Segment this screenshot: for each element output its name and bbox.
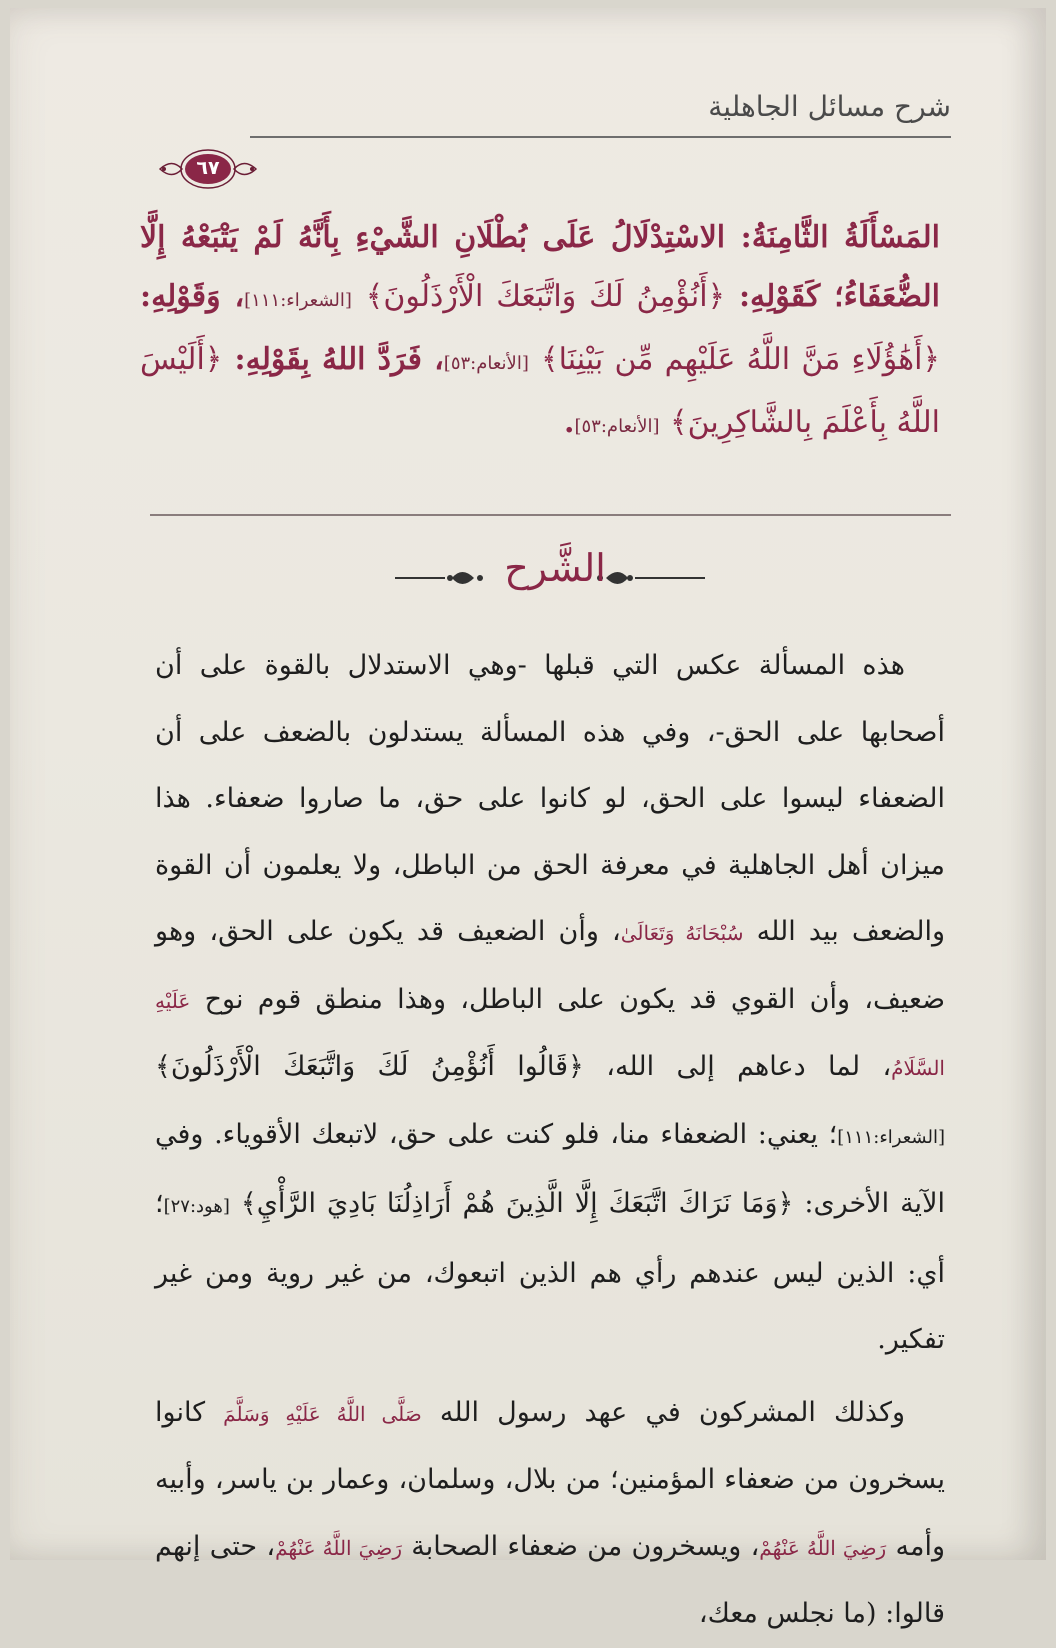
p1-ayah-1: ﴿قَالُوا أَنُؤْمِنُ لَكَ وَاتَّبَعَكَ الْأَرْذَلُونَ﴾ [155, 1051, 584, 1082]
masala-ayah-2: ﴿أَهَٰؤُلَاءِ مَنَّ اللَّهُ عَلَيْهِم مِّن بَيْنِنَا﴾ [541, 342, 940, 377]
p1-text-d: ؛ يعني: الضعفاء منا، فلو كنت على حق، لاتبعك الأقوياء. وفي الآية الأخرى: [155, 1118, 945, 1219]
masala-citation-2: [الأنعام:٥٣] [443, 353, 529, 374]
p2-text-d: ، حتى إنهم قالوا: (ما نجلس معك، [155, 1530, 945, 1629]
p1-text-c: ، لما دعاهم إلى الله، [606, 1051, 892, 1082]
masala-connector-1: ، وَقَوْلِهِ: [140, 279, 245, 314]
commentary-body [155, 633, 945, 1648]
p2-honorific-1: صَلَّى اللَّهُ عَلَيْهِ وَسَلَّمَ [223, 1401, 422, 1426]
p2-honorific-3: رَضِيَ اللَّهُ عَنْهُمْ [275, 1535, 402, 1560]
section-divider [150, 514, 951, 516]
p1-honorific-2: عَلَيْهِ السَّلَامُ [155, 988, 945, 1080]
p1-honorific-1: سُبْحَانَهُ وَتَعَالَىٰ [620, 921, 744, 945]
p2-text-c: ، ويسخرون من ضعفاء الصحابة [411, 1530, 760, 1562]
p2-text-a: وكذلك المشركون في عهد رسول الله [439, 1396, 905, 1428]
header-rule [250, 136, 951, 138]
p1-citation-2: [هود:٢٧] [163, 1196, 230, 1217]
masala-intro: الاسْتِدْلَالُ عَلَى بُطْلَانِ الشَّيْءِ بِأَنَّهُ لَمْ يَتْبَعْهُ إِلَّا الضُّعَفَاءُ؛ كَقَوْلِهِ: [140, 220, 940, 314]
sharh-heading: الشَّرح [504, 546, 606, 590]
p1-ayah-2: ﴿وَمَا نَرَاكَ اتَّبَعَكَ إِلَّا الَّذِينَ هُمْ أَرَاذِلُنَا بَادِيَ الرَّأْيِ﴾ [240, 1188, 794, 1219]
p2-honorific-2: رَضِيَ اللَّهُ عَنْهُمْ [759, 1535, 887, 1560]
commentary-paragraph-2 [155, 1380, 945, 1648]
p1-text-b: ، وأن الضعيف قد يكون على الحق، وهو ضعيف، وأن القوي قد يكون على الباطل، وهذا منطق قوم نوح [155, 916, 945, 1015]
masala-ayah-3: ﴿أَلَيْسَ اللَّهُ بِأَعْلَمَ بِالشَّاكِرِينَ﴾ [140, 342, 940, 440]
commentary-paragraph-1 [155, 633, 945, 1374]
masala-citation-3: [الأنعام:٥٣] [574, 416, 660, 437]
p1-text-a: هذه المسألة عكس التي قبلها -وهي الاستدلال بالقوة على أن أصحابها على الحق-، وفي هذه المسألة يستدلون بالضعف على أن الضعفاء ليسوا على الحق، لو كانوا على حق، ما صاروا ضعفاء. هذا ميزان أهل الجاهلية في معرفة الحق من الباطل، ولا يعلمون أن القوة والضعف بيد الله [155, 650, 946, 947]
masala-ayah-1: ﴿أَنُؤْمِنُ لَكَ وَاتَّبَعَكَ الْأَرْذَلُونَ﴾ [365, 279, 726, 314]
p1-citation-1: [الشعراء:١١١] [837, 1126, 945, 1148]
masala-statement [140, 208, 940, 456]
masala-end: . [564, 405, 575, 440]
masala-title: المَسْأَلَةُ الثَّامِنَةُ: [740, 220, 941, 255]
masala-connector-2: ، فَرَدَّ اللهُ بِقَوْلِهِ: [234, 342, 444, 377]
book-page [10, 8, 1046, 1629]
p1-text-e: ؛ أي: الذين ليس عندهم رأي هم الذين اتبعوك، من غير روية ومن غير تفكير. [155, 1188, 945, 1355]
running-header-title: شرح مسائل الجاهلية [708, 90, 951, 123]
masala-citation-1: [الشعراء:١١١] [244, 290, 352, 311]
page-number: ٦٧ [196, 157, 220, 179]
p2-text-b: كانوا يسخرون من ضعفاء المؤمنين؛ من بلال، وسلمان، وعمار بن ياسر، وأبيه وأمه [155, 1396, 945, 1562]
